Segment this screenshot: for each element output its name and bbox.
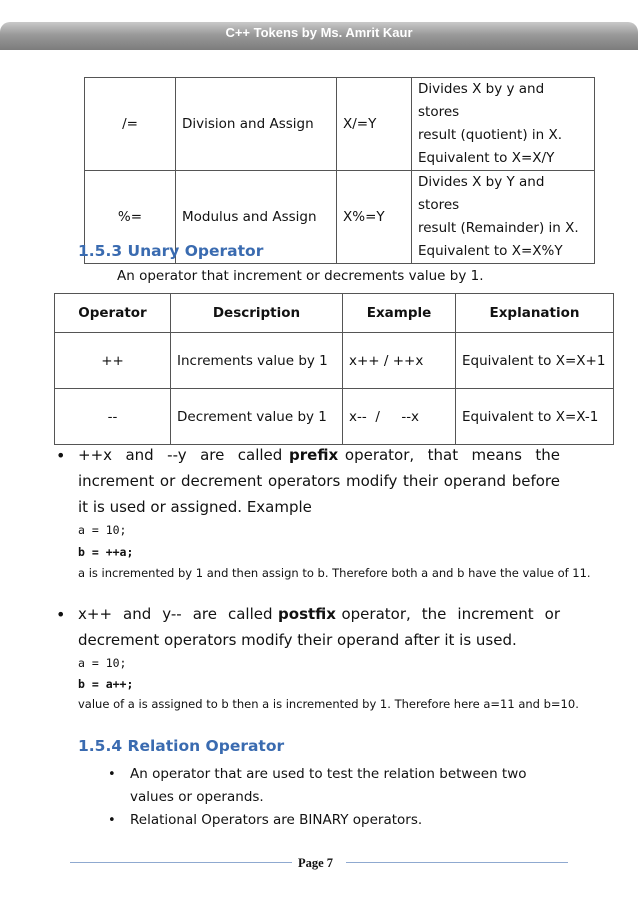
postfix-paragraph — [78, 601, 565, 653]
postfix-keyword: postfix — [278, 605, 336, 623]
bullet-icon: • — [108, 813, 116, 828]
bullet-icon: • — [108, 767, 116, 782]
footer-divider — [346, 862, 568, 863]
table-row — [55, 333, 614, 389]
table-row — [55, 389, 614, 445]
description-cell: Decrement value by 1 — [171, 389, 343, 445]
page-number: Page 7 — [298, 856, 334, 870]
column-header: Description — [171, 294, 343, 333]
prefix-rest: operator, that means the increment or decrement operators modify their operand before it is used or assigned. Example — [78, 446, 565, 516]
column-header: Example — [343, 294, 456, 333]
explanation-line: Divides X by y and stores — [418, 81, 545, 120]
list-item: An operator that are used to test the relation between two values or operands. — [130, 766, 527, 805]
explanation-cell — [412, 78, 595, 171]
code-line: a = 10; — [78, 523, 127, 537]
explanation-line: result (quotient) in X. — [418, 127, 563, 143]
assignment-operators-table — [84, 77, 595, 264]
bullet-icon: • — [56, 446, 66, 465]
example-cell: X%=Y — [337, 171, 412, 264]
explanation-line: Equivalent to X=X/Y — [418, 150, 555, 166]
list-item: Relational Operators are BINARY operators. — [130, 812, 423, 828]
section-heading-relation: 1.5.4 Relation Operator — [78, 737, 285, 755]
code-line: a = 10; — [78, 656, 127, 670]
operator-cell: -- — [55, 389, 171, 445]
explanation-cell: Equivalent to X=X-1 — [456, 389, 614, 445]
column-header: Operator — [55, 294, 171, 333]
prefix-paragraph — [78, 442, 565, 520]
unary-operators-table — [54, 293, 614, 445]
explanation-line: result (Remainder) in X. — [418, 220, 579, 236]
table-row — [85, 78, 595, 171]
description-cell: Modulus and Assign — [176, 171, 337, 264]
explanation-cell: Equivalent to X=X+1 — [456, 333, 614, 389]
table-header-row — [55, 294, 614, 333]
bullet-icon: • — [56, 605, 66, 624]
description-cell: Division and Assign — [176, 78, 337, 171]
description-cell: Increments value by 1 — [171, 333, 343, 389]
code-line: b = ++a; — [78, 545, 134, 559]
column-header: Explanation — [456, 294, 614, 333]
section-heading-unary: 1.5.3 Unary Operator — [78, 242, 264, 260]
prefix-lead: ++x and --y are called — [78, 446, 290, 464]
example-cell: x++ / ++x — [343, 333, 456, 389]
operator-cell: /= — [85, 78, 176, 171]
example-cell: X/=Y — [337, 78, 412, 171]
unary-intro: An operator that increment or decrements value by 1. — [117, 268, 484, 284]
page-header — [0, 22, 638, 50]
explanation-cell — [412, 171, 595, 264]
prefix-note: a is incremented by 1 and then assign to b. Therefore both a and b have the value of 11. — [78, 566, 591, 580]
footer-divider — [70, 862, 292, 863]
postfix-note: value of a is assigned to b then a is incremented by 1. Therefore here a=11 and b=10. — [78, 697, 579, 711]
code-line: b = a++; — [78, 677, 134, 691]
operator-cell: ++ — [55, 333, 171, 389]
operator-cell: %= — [85, 171, 176, 264]
explanation-line: Divides X by Y and stores — [418, 174, 545, 213]
header-title: C++ Tokens by Ms. Amrit Kaur — [225, 25, 413, 40]
postfix-lead: x++ and y-- are called — [78, 605, 279, 623]
postfix-rest: operator, the increment or decrement operators modify their operand after it is used. — [78, 605, 565, 649]
example-cell: x-- / --x — [343, 389, 456, 445]
explanation-line: Equivalent to X=X%Y — [418, 243, 563, 259]
prefix-keyword: prefix — [289, 446, 339, 464]
